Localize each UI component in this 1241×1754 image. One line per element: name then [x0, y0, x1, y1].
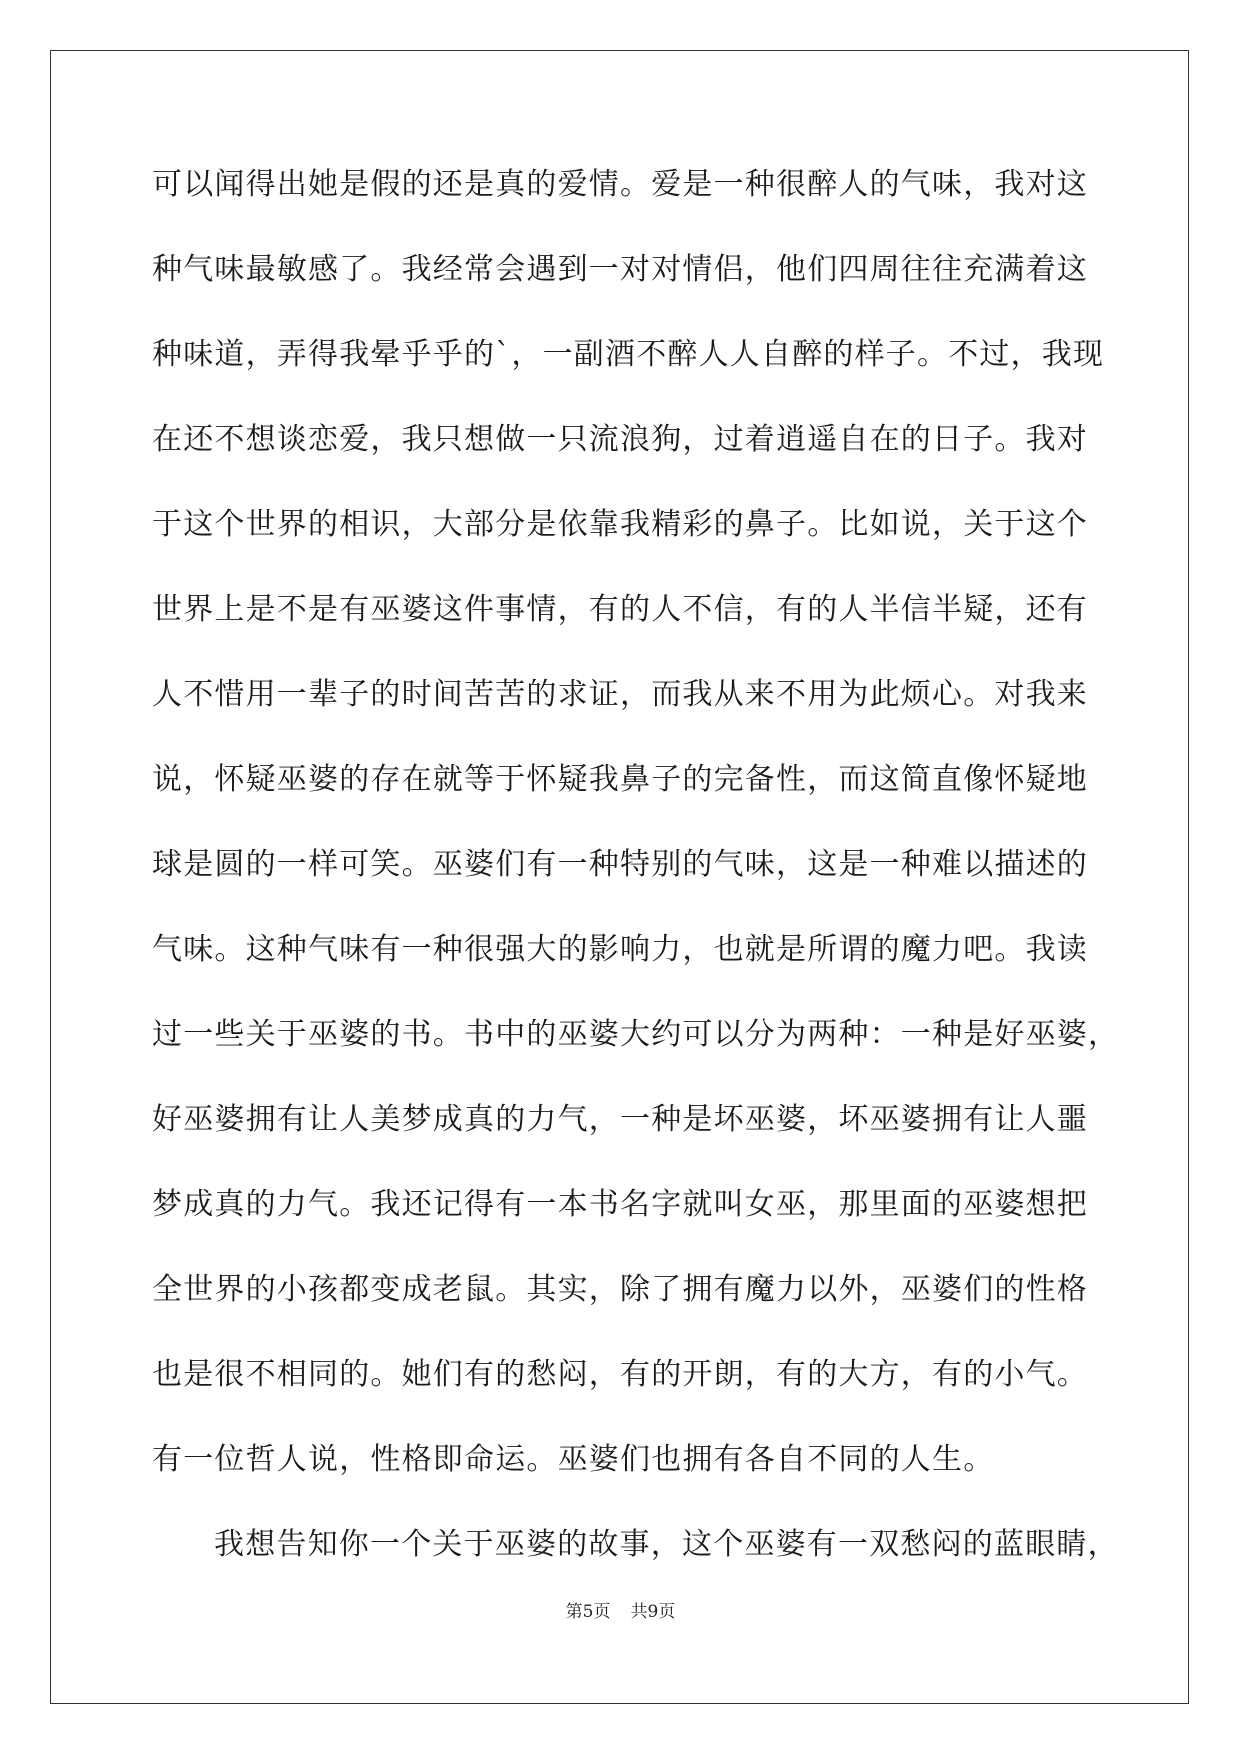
text-line: 人不惜用一辈子的时间苦苦的求证，而我从来不用为此烦心。对我来 — [152, 677, 1088, 712]
page-footer — [0, 1601, 1241, 1623]
text-line: 好巫婆拥有让人美梦成真的力气，一种是坏巫婆，坏巫婆拥有让人噩 — [152, 1102, 1088, 1137]
text-line: 世界上是不是有巫婆这件事情，有的人不信，有的人半信半疑，还有 — [152, 592, 1088, 627]
text-line: 全世界的小孩都变成老鼠。其实，除了拥有魔力以外，巫婆们的性格 — [152, 1272, 1088, 1307]
text-line: 种味道，弄得我晕乎乎的`，一副酒不醉人人自醉的样子。不过，我现 — [152, 337, 1105, 372]
text-line: 于这个世界的相识，大部分是依靠我精彩的鼻子。比如说，关于这个 — [152, 507, 1088, 542]
text-line: 气味。这种气味有一种很强大的影响力，也就是所谓的魔力吧。我读 — [152, 932, 1088, 967]
page-number: 第5页 — [565, 1602, 611, 1622]
text-line: 球是圆的一样可笑。巫婆们有一种特别的气味，这是一种难以描述的 — [152, 847, 1088, 882]
text-line: 梦成真的力气。我还记得有一本书名字就叫女巫，那里面的巫婆想把 — [152, 1187, 1088, 1222]
text-line: 说，怀疑巫婆的存在就等于怀疑我鼻子的完备性，而这简直像怀疑地 — [152, 762, 1088, 797]
paragraph-start-line: 我想告知你一个关于巫婆的故事，这个巫婆有一双愁闷的蓝眼睛， — [214, 1527, 1119, 1562]
document-body — [152, 165, 1120, 1610]
text-line: 过一些关于巫婆的书。书中的巫婆大约可以分为两种：一种是好巫婆， — [152, 1017, 1120, 1052]
text-line: 种气味最敏感了。我经常会遇到一对对情侣，他们四周往往充满着这 — [152, 252, 1088, 287]
text-line: 也是很不相同的。她们有的愁闷，有的开朗，有的大方，有的小气。 — [152, 1357, 1088, 1392]
text-line: 在还不想谈恋爱，我只想做一只流浪狗，过着逍遥自在的日子。我对 — [152, 422, 1088, 457]
page-total: 共9页 — [630, 1602, 676, 1622]
text-line: 有一位哲人说，性格即命运。巫婆们也拥有各自不同的人生。 — [152, 1442, 995, 1477]
text-line: 可以闻得出她是假的还是真的爱情。爱是一种很醉人的气味，我对这 — [152, 167, 1088, 202]
